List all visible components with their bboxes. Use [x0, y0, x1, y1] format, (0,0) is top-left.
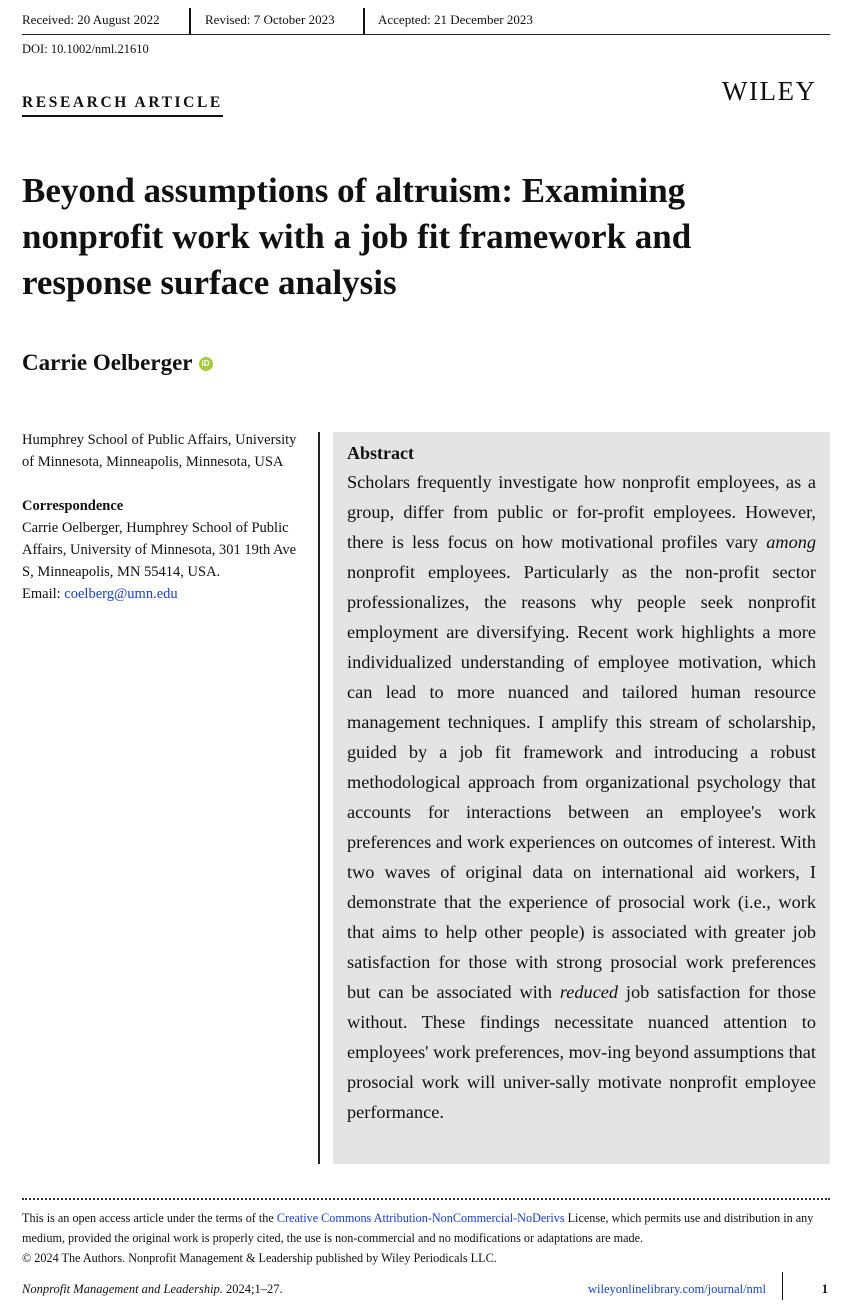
received-date: Received: 20 August 2022	[22, 12, 160, 27]
footer-citation	[22, 1282, 283, 1297]
license-text	[22, 1208, 830, 1248]
license-pre: This is an open access article under the terms of the	[22, 1211, 277, 1225]
divider	[363, 8, 365, 34]
article-title: Beyond assumptions of altruism: Examining nonprofit work with a job fit framework and response surface analysis	[22, 171, 692, 302]
section-label: RESEARCH ARTICLE	[22, 94, 223, 117]
publisher-logo: WILEY	[722, 76, 817, 106]
divider	[782, 1272, 784, 1300]
author-name: Carrie Oelberger	[22, 350, 193, 375]
correspondence-address: Carrie Oelberger, Humphrey School of Public Affairs, University of Minnesota, 301 19th Ave S, Minneapolis, MN 55414, USA.	[22, 520, 297, 580]
email-link[interactable]: coelberg@umn.edu	[64, 586, 178, 602]
footer-journal-name: Nonprofit Management and Leadership.	[22, 1282, 223, 1296]
abstract-text	[347, 467, 816, 1127]
footer-year-pages: 2024;1–27.	[222, 1282, 283, 1296]
abstract-text-part: Scholars frequently investigate how nonprofit employees, as a group, differ from public or for-profit employees. However, there is less focus on how motivational profiles vary	[347, 472, 816, 552]
abstract-text-part: nonprofit employees. Particularly as the non-profit sector professionalizes, the reasons why people seek nonprofit employment are diversifying. Recent work highlights a more individualized understanding of employee motivation, which can lead to more nuanced and tailored human resource management techniques. I amplify this stream of scholarship, guided by a job fit framework and introducing a robust methodological approach from organizational psychology that accounts for interactions between an employee's work preferences and work experiences on outcomes of interest. With two waves of original data on international aid workers, I demonstrate that the experience of prosocial work (i.e., work that aims to help other people) is associated with greater job satisfaction for those with strong prosocial work preferences but can be associated with	[347, 562, 816, 1002]
revised-date: Revised: 7 October 2023	[205, 12, 335, 27]
affiliation: Humphrey School of Public Affairs, University of Minnesota, Minneapolis, Minnesota, USA	[22, 432, 297, 470]
dates-bar	[22, 12, 830, 35]
doi: DOI: 10.1002/nml.21610	[22, 42, 149, 56]
abstract-emphasis: reduced	[559, 982, 619, 1002]
correspondence-heading: Correspondence	[22, 498, 124, 514]
abstract-box	[333, 432, 830, 1164]
affiliation-column	[22, 429, 307, 605]
accepted-date: Accepted: 21 December 2023	[378, 12, 533, 27]
copyright: © 2024 The Authors. Nonprofit Management & Leadership published by Wiley Periodicals LLC.	[22, 1251, 497, 1265]
license-link[interactable]: Creative Commons Attribution-NonCommercial-NoDerivs	[276, 1211, 565, 1225]
page-number: 1	[821, 1282, 828, 1296]
footnote-rule	[22, 1198, 830, 1200]
email-line	[22, 583, 307, 605]
abstract-emphasis: among	[766, 532, 816, 552]
abstract-heading: Abstract	[347, 443, 414, 463]
divider	[189, 8, 191, 34]
author-line	[22, 350, 213, 376]
column-divider	[318, 432, 320, 1164]
footer-url[interactable]: wileyonlinelibrary.com/journal/nml	[588, 1282, 766, 1296]
abstract-text-part: job satisfaction for those without. These findings necessitate nuanced attention to employees' work preferences, mov-ing beyond assumptions that prosocial work will univer-sally motivate nonprofit employee performance.	[347, 982, 816, 1122]
orcid-icon[interactable]: iD	[199, 357, 213, 371]
license-note	[22, 1208, 830, 1268]
license-post: License, which permits use and distribution in any medium, provided the original work is properly cited, the use is non-commercial and no modifications or adaptations are made.	[22, 1211, 814, 1245]
email-label: Email:	[22, 586, 65, 602]
